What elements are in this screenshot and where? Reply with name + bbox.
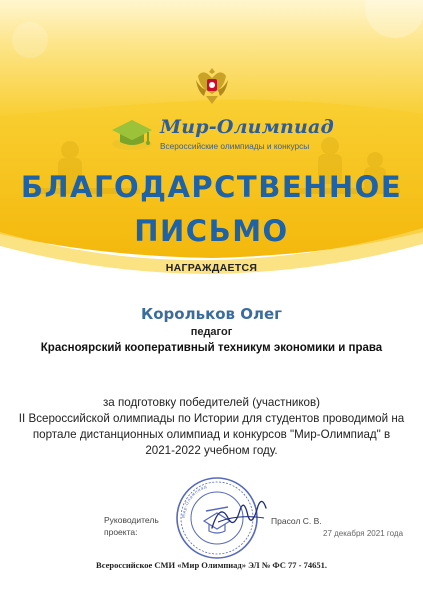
brand-name: Мир-Олимпиад bbox=[160, 116, 334, 138]
brand-logo bbox=[108, 114, 334, 158]
brand-subtitle: Всероссийские олимпиады и конкурсы bbox=[160, 141, 310, 151]
graduation-cap-icon bbox=[108, 114, 156, 154]
awarded-label: НАГРАЖДАЕТСЯ bbox=[165, 262, 258, 274]
issue-date: 27 декабря 2021 года bbox=[323, 529, 404, 538]
recipient-organization: Красноярский кооперативный техникум экономики и права bbox=[40, 342, 383, 354]
signature-label bbox=[104, 514, 159, 538]
recipient-role: педагог bbox=[190, 326, 233, 338]
reason-line: II Всероссийской олимпиады по Истории для студентов проводимой на bbox=[18, 412, 405, 425]
reason-line: 2021-2022 учебном году. bbox=[145, 444, 278, 457]
footer-registration: Всероссийское СМИ «Мир Олимпиад» ЭЛ № ФС 77 - 74651. bbox=[96, 560, 327, 570]
recipient-name: Корольков Олег bbox=[140, 305, 283, 323]
signature-label-line1: Руководитель bbox=[104, 515, 159, 525]
russian-coat-of-arms-icon bbox=[194, 64, 230, 108]
certificate-title-line2: ПИСЬМО bbox=[134, 214, 289, 248]
signature-label-line2: проекта: bbox=[104, 527, 138, 537]
certificate-title-line1: БЛАГОДАРСТВЕННОЕ bbox=[20, 170, 403, 204]
award-reason bbox=[0, 395, 423, 459]
seal-text: Мир-Олимпиад bbox=[180, 483, 208, 519]
reason-line: портале дистанционных олимпиад и конкурсов "Мир-Олимпиад" в bbox=[32, 428, 391, 441]
handwritten-signature bbox=[208, 488, 272, 540]
reason-line: за подготовку победителей (участников) bbox=[102, 396, 321, 409]
signer-name: Прасол С. В. bbox=[271, 516, 322, 526]
